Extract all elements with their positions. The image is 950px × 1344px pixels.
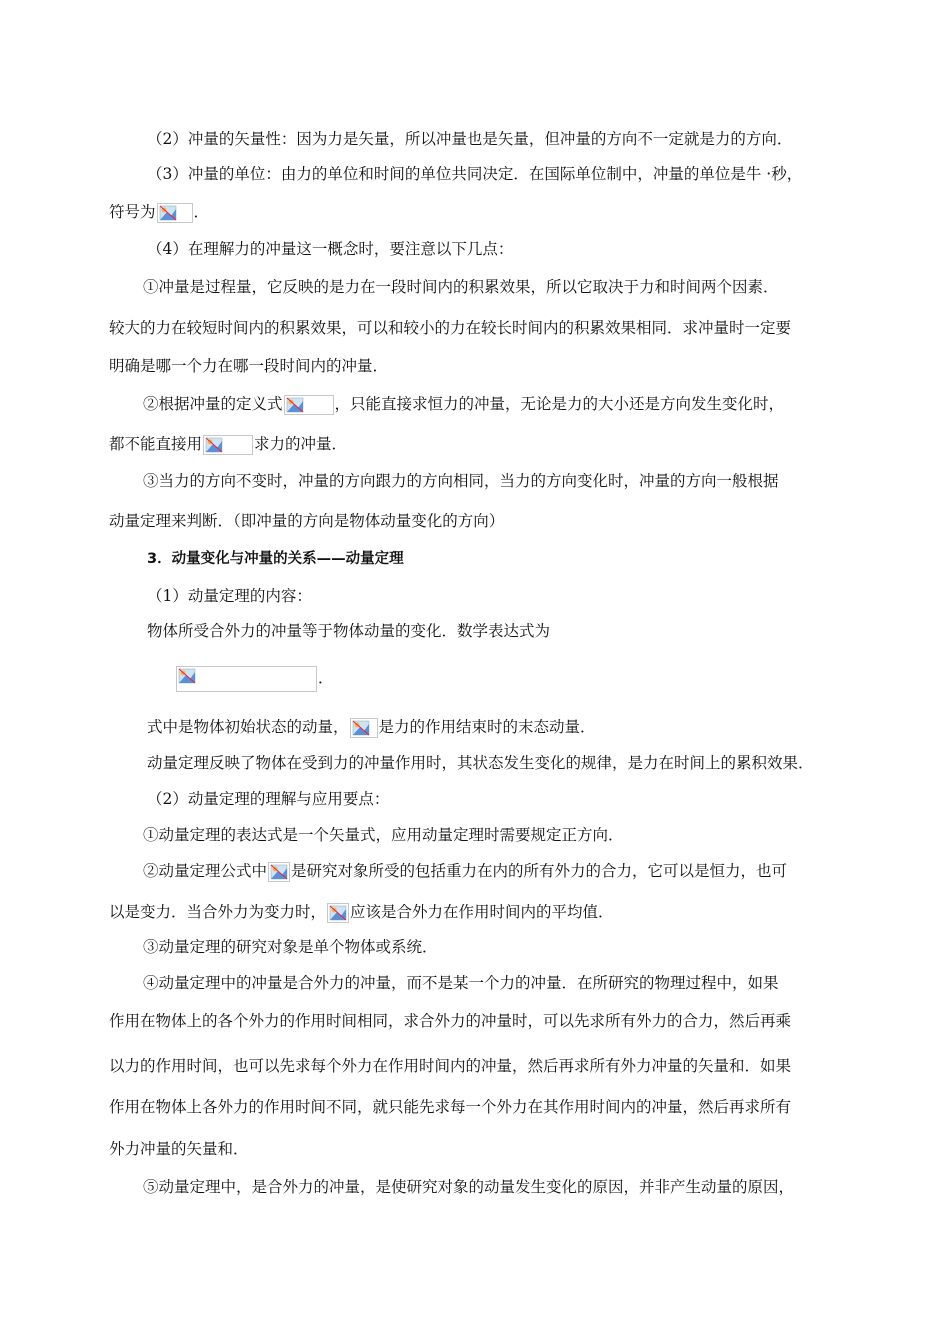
text: 符号为 xyxy=(109,203,156,221)
paragraph-line xyxy=(143,860,787,882)
text: 明确是哪一个力在哪一段时间内的冲量． xyxy=(109,357,389,375)
text: 动量定理来判断．（即冲量的方向是物体动量变化的方向） xyxy=(109,512,505,530)
text: 应该是合外力在作用时间内的平均值． xyxy=(350,903,614,921)
formula-image xyxy=(284,395,334,415)
paragraph-line xyxy=(147,620,550,642)
text: ． xyxy=(318,669,334,687)
paragraph-line xyxy=(109,1096,791,1118)
text: ③当力的方向不变时，冲量的方向跟力的方向相同，当力的方向变化时，冲量的方向一般根据 xyxy=(143,472,779,490)
paragraph-line xyxy=(147,128,792,150)
paragraph-line xyxy=(143,470,779,492)
broken-image-icon xyxy=(286,397,304,413)
broken-image-icon xyxy=(205,437,223,453)
paragraph-line xyxy=(109,1010,791,1032)
text: 物体所受合外力的冲量等于物体动量的变化．数学表达式为 xyxy=(147,622,551,640)
paragraph-line xyxy=(109,201,209,223)
broken-image-icon xyxy=(352,720,370,736)
paragraph-line xyxy=(147,788,389,810)
formula-image xyxy=(203,435,253,455)
broken-image-icon xyxy=(178,668,196,684)
paragraph-line xyxy=(143,972,779,994)
paragraph-line xyxy=(109,1138,249,1160)
text: ④动量定理中的冲量是合外力的冲量，而不是某一个力的冲量．在所研究的物理过程中，如果 xyxy=(143,974,779,992)
text: （4）在理解力的冲量这一概念时，要注意以下几点： xyxy=(147,240,514,258)
text: ． xyxy=(193,203,210,221)
text: （2）冲量的矢量性：因为力是矢量，所以冲量也是矢量，但冲量的方向不一定就是力的方向． xyxy=(147,130,793,148)
formula-image xyxy=(157,203,193,223)
paragraph-line xyxy=(109,901,614,923)
text: 都不能直接用 xyxy=(109,435,203,453)
paragraph-line xyxy=(109,355,388,377)
paragraph-line xyxy=(109,317,791,339)
paragraph-line xyxy=(143,276,779,298)
text: 3．动量变化与冲量的关系——动量定理 xyxy=(147,551,404,567)
text: ③动量定理的研究对象是单个物体或系统． xyxy=(143,938,438,956)
text: ②根据冲量的定义式 xyxy=(143,395,283,413)
text: 动量定理反映了物体在受到力的冲量作用时，其状态发生变化的规律，是力在时间上的累积效果． xyxy=(147,754,814,772)
paragraph-line xyxy=(147,585,312,607)
formula-image xyxy=(350,718,378,738)
paragraph-line xyxy=(109,433,347,455)
broken-image-icon xyxy=(329,905,347,921)
formula-image xyxy=(327,903,349,923)
paragraph-line xyxy=(109,1055,791,1077)
paragraph-line xyxy=(147,752,814,774)
text: 以是变力．当合外力为变力时， xyxy=(109,903,327,921)
broken-image-icon xyxy=(270,864,288,880)
text: 式中是物体初始状态的动量， xyxy=(147,718,349,736)
paragraph-line xyxy=(147,163,802,185)
text: 作用在物体上的各个外力的作用时间相同，求合外力的冲量时，可以先求所有外力的合力，然后再乘 xyxy=(109,1012,792,1030)
text: ②动量定理公式中 xyxy=(143,862,268,880)
text: 作用在物体上各外力的作用时间不同，就只能先求每一个外力在其作用时间内的冲量，然后再求所有 xyxy=(109,1098,792,1116)
paragraph-line xyxy=(147,716,596,738)
text: ，只能直接求恒力的冲量，无论是力的大小还是方向发生变化时， xyxy=(334,395,785,413)
text: （2）动量定理的理解与应用要点： xyxy=(147,790,390,808)
text: （1）动量定理的内容： xyxy=(147,587,312,605)
text: ①动量定理的表达式是一个矢量式，应用动量定理时需要规定正方向． xyxy=(143,826,624,844)
section-heading xyxy=(147,548,404,570)
text: 外力冲量的矢量和． xyxy=(109,1140,249,1158)
paragraph-line xyxy=(147,238,513,260)
text: 求力的冲量． xyxy=(254,435,348,453)
paragraph-line xyxy=(143,936,438,958)
text: （3）冲量的单位：由力的单位和时间的单位共同决定．在国际单位制中，冲量的单位是牛 ·秒， xyxy=(147,165,803,183)
text: 较大的力在较短时间内的积累效果，可以和较小的力在较长时间内的积累效果相同．求冲量时一定要 xyxy=(109,319,792,337)
paragraph-line xyxy=(143,393,784,415)
text: 是研究对象所受的包括重力在内的所有外力的合力，它可以是恒力，也可 xyxy=(291,862,788,880)
broken-image-icon xyxy=(159,205,177,221)
formula-image xyxy=(268,862,290,882)
text: 是力的作用结束时的末态动量． xyxy=(378,718,596,736)
paragraph-line xyxy=(143,1176,794,1198)
text: ⑤动量定理中，是合外力的冲量，是使研究对象的动量发生变化的原因，并非产生动量的原因， xyxy=(143,1178,795,1196)
formula-image xyxy=(176,666,317,692)
text: ①冲量是过程量，它反映的是力在一段时间内的积累效果，所以它取决于力和时间两个因素． xyxy=(143,278,779,296)
paragraph-line xyxy=(143,824,624,846)
text: 以力的作用时间，也可以先求每个外力在作用时间内的冲量，然后再求所有外力冲量的矢量和．如果 xyxy=(109,1057,792,1075)
paragraph-line xyxy=(175,666,334,692)
paragraph-line xyxy=(109,510,504,532)
